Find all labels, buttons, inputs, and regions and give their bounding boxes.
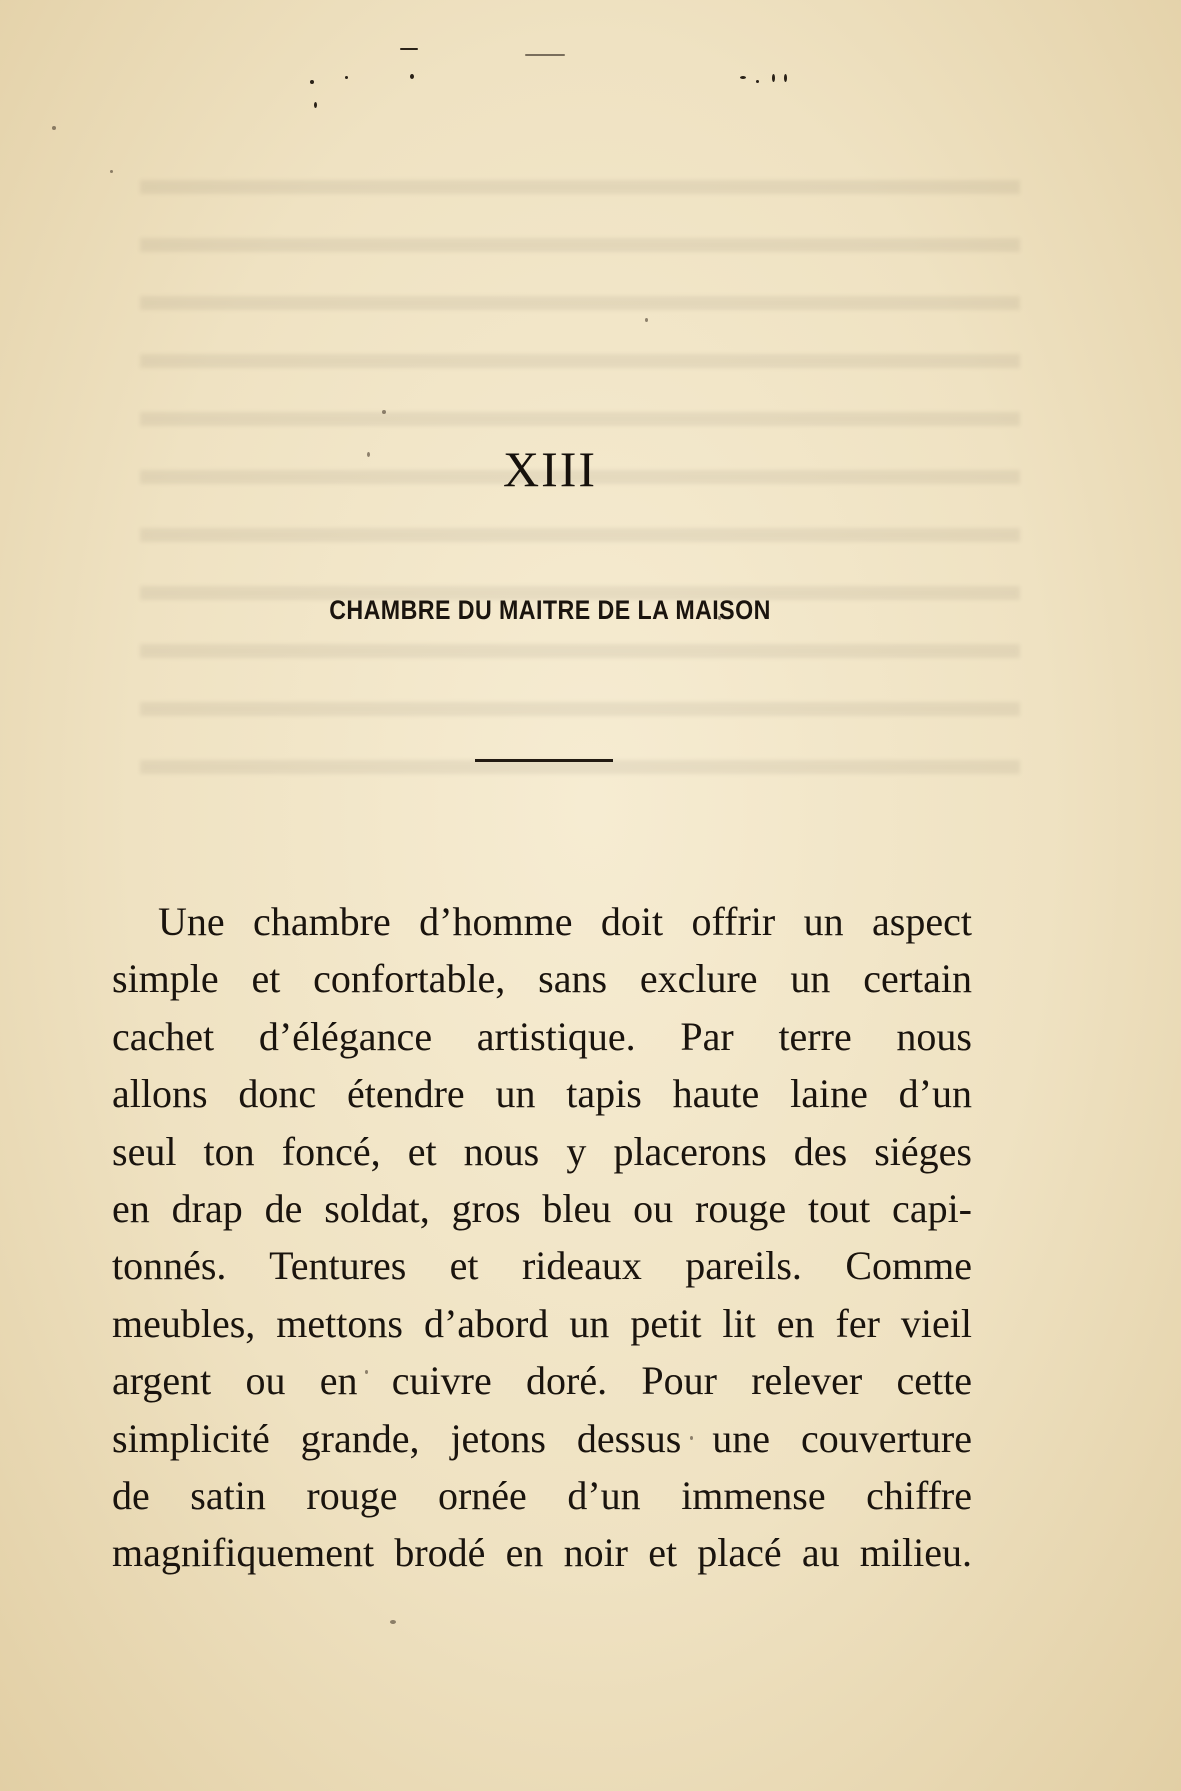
- chapter-title: CHAMBRE DU MAITRE DE LA MAISON: [329, 595, 771, 625]
- text-line: meubles, mettons d’abord un petit lit en fer vieil: [112, 1300, 972, 1346]
- text-line: seul ton foncé, et nous y placerons des siéges: [112, 1128, 972, 1174]
- text-line: argent ou en cuivre doré. Pour relever cette: [112, 1358, 972, 1404]
- text-line: en drap de soldat, gros bleu ou rouge tout capi-: [112, 1186, 972, 1232]
- title-divider: [475, 759, 613, 762]
- text-line: simple et confortable, sans exclure un certain: [112, 956, 972, 1002]
- text-line: magnifiquement brodé en noir et placé au milieu.: [112, 1530, 972, 1576]
- text-line: Une chambre d’homme doit offrir un aspect: [158, 899, 972, 944]
- body-paragraph: [112, 893, 972, 1582]
- header-specks: [300, 46, 820, 96]
- chapter-number: XIII: [502, 441, 598, 497]
- text-line: simplicité grande, jetons dessus une couverture: [112, 1415, 972, 1461]
- text-line: cachet d’élégance artistique. Par terre nous: [112, 1013, 972, 1059]
- text-line: tonnés. Tentures et rideaux pareils. Comme: [112, 1243, 972, 1289]
- text-line: allons donc étendre un tapis haute laine d’un: [112, 1071, 972, 1117]
- text-line: de satin rouge ornée d’un immense chiffre: [112, 1473, 972, 1519]
